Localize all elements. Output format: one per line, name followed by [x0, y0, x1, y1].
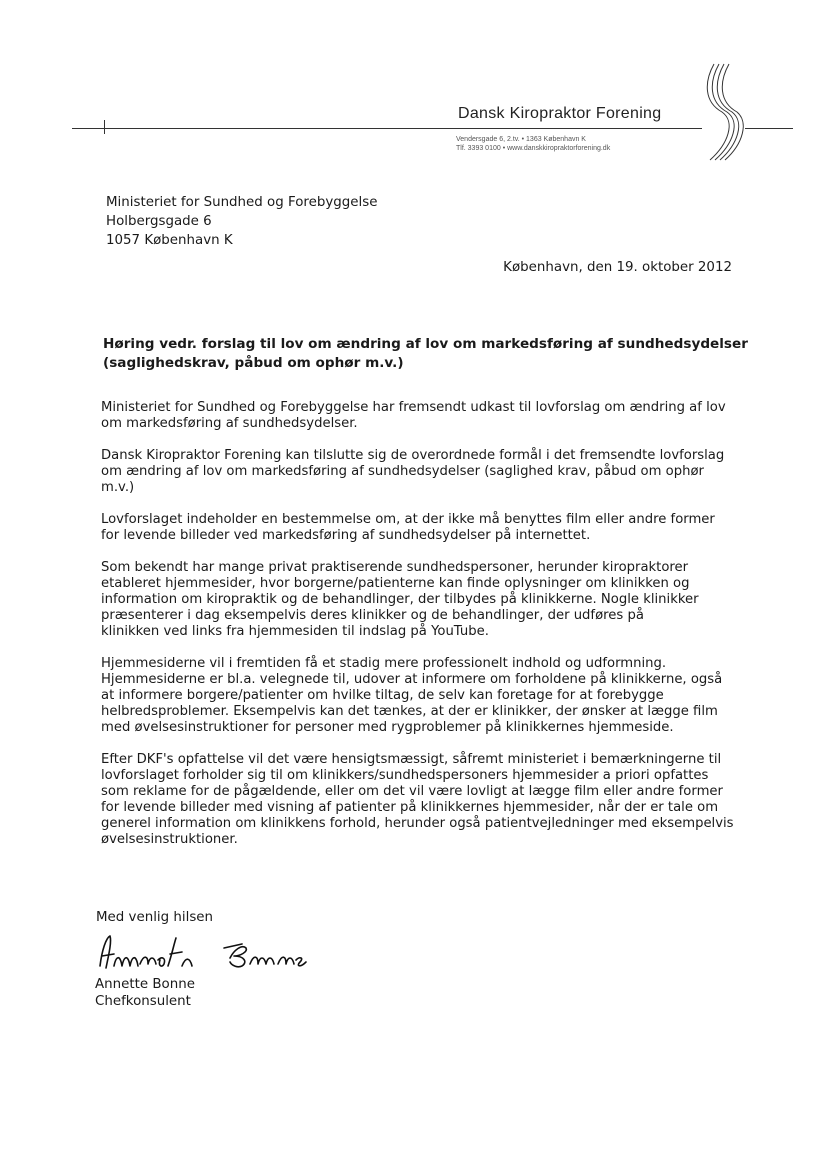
letterhead-rule-right — [745, 128, 793, 129]
letter-body — [101, 400, 751, 864]
body-paragraph: Som bekendt har mange privat praktiserende sundhedspersoner, herunder kiropraktorer etableret hjemmesider, hvor borgerne/patienterne kan finde oplysninger om klinikken og information om kiropraktik og de behandlinger, der tilbydes på klinikkerne. Nogle klinikker præsenterer i dag eksempelvis deres klinikker og de behandlinger, der udføres på klinikken ved links fra hjemmesiden til indslag på YouTube. — [101, 560, 699, 639]
signer-block — [95, 976, 195, 1010]
body-paragraph: Hjemmesiderne vil i fremtiden få et stadig mere professionelt indhold og udformning. Hjemmesiderne er bl.a. velegnede til, udover at informere om forholdene på klinikkerne, også at informere borgere/patienter om hvilke tiltag, de selv kan foretage for at forebygge helbredsproblemer. Eksempelvis kan det tænkes, at der er klinikker, der ønsker at lægge film med øvelsesinstruktioner for personer med rygproblemer på klinikkernes hjemmeside. — [101, 656, 723, 735]
recipient-line-2: Holbergsgade 6 — [106, 214, 212, 229]
closing-greeting: Med venlig hilsen — [96, 910, 214, 925]
letter-subject — [103, 335, 748, 373]
recipient-line-3: 1057 København K — [106, 233, 233, 248]
subject-line-1: Høring vedr. forslag til lov om ændring af lov om markedsføring af sundhedsydelser — [103, 336, 748, 352]
subject-line-2: (saglighedskrav, påbud om ophør m.v.) — [103, 355, 404, 371]
body-paragraph: Efter DKF's opfattelse vil det være hensigtsmæssigt, såfremt ministeriet i bemærkningerne til lovforslaget forholder sig til om klinikkers/sundhedspersoners hjemmesider a priori opfattes som reklame for de pågældende, eller om det vil være lovligt at lægge film eller andre former for levende billeder med visning af patienter på klinikkernes hjemmesider, når der er tale om generel information om klinikkens forhold, herunder også patientvejledninger med eksempelvis øvelsesinstruktioner. — [101, 752, 734, 847]
letterhead-rule-under-name — [452, 128, 702, 129]
body-paragraph: Lovforslaget indeholder en bestemmelse om, at der ikke må benyttes film eller andre former for levende billeder ved markedsføring af sundhedsydelser på internettet. — [101, 512, 715, 543]
body-paragraph: Ministeriet for Sundhed og Forebyggelse har fremsendt udkast til lovforslag om ændring af lov om markedsføring af sundhedsydelser. — [101, 400, 726, 431]
organization-address — [456, 135, 610, 153]
letter-date: København, den 19. oktober 2012 — [503, 260, 732, 275]
recipient-address — [106, 193, 377, 250]
address-line-2: Tlf. 3393 0100 • www.danskkiropraktorforening.dk — [456, 145, 611, 152]
recipient-line-1: Ministeriet for Sundhed og Forebyggelse — [106, 195, 378, 210]
letterhead-rule-tick — [104, 120, 105, 134]
stylized-spine-logo-icon — [696, 62, 746, 162]
handwritten-signature — [92, 930, 312, 976]
letterhead-rule-left — [72, 128, 452, 129]
address-line-1: Vendersgade 6, 2.tv. • 1363 København K — [456, 136, 586, 143]
signer-title: Chefkonsulent — [95, 994, 191, 1009]
organization-name: Dansk Kiropraktor Forening — [458, 105, 662, 122]
body-paragraph: Dansk Kiropraktor Forening kan tilslutte sig de overordnede formål i det fremsendte lovforslag om ændring af lov om markedsføring af sundhedsydelser (saglighed krav, påbud om ophør m.v.) — [101, 448, 725, 495]
signer-name: Annette Bonne — [95, 977, 195, 992]
